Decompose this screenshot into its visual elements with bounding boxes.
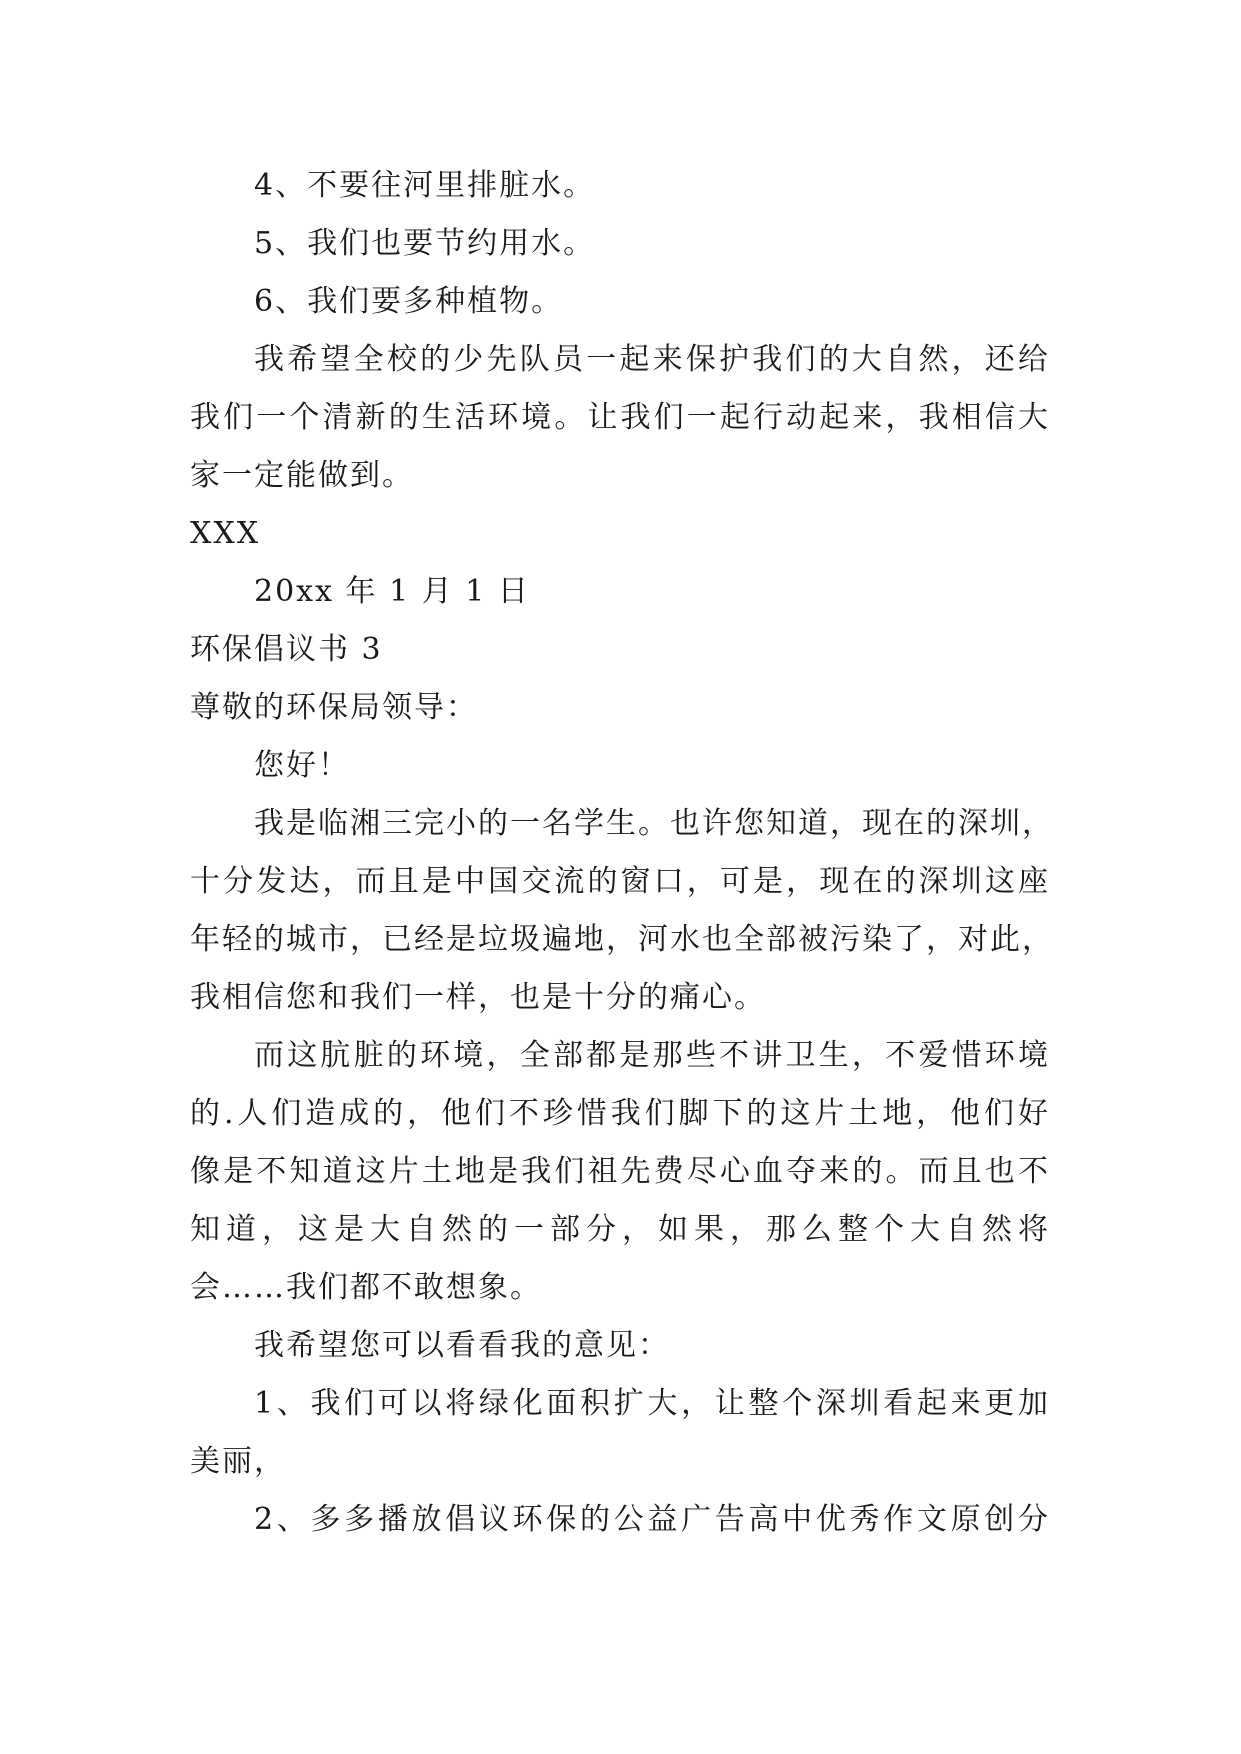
paragraph-line: 像是不知道这片土地是我们祖先费尽心血夺来的。而且也不	[190, 1154, 1050, 1189]
paragraph-line: 家一定能做到。	[190, 458, 414, 493]
list-item-5: 5、我们也要节约用水。	[254, 226, 596, 261]
paragraph-line: 年轻的城市，已经是垃圾遍地，河水也全部被污染了，对此，	[190, 922, 1054, 957]
paragraph-line: 的.人们造成的，他们不珍惜我们脚下的这片土地，他们好	[190, 1096, 1050, 1131]
list-item-1: 1、我们可以将绿化面积扩大，让整个深圳看起来更加	[254, 1386, 1050, 1421]
paragraph-line: 而这肮脏的环境，全部都是那些不讲卫生，不爱惜环境	[254, 1038, 1050, 1073]
paragraph-line: 我们一个清新的生活环境。让我们一起行动起来，我相信大	[190, 400, 1050, 435]
paragraph-line: 我相信您和我们一样，也是十分的痛心。	[190, 980, 766, 1015]
section-title: 环保倡议书 3	[190, 632, 383, 667]
paragraph-line: 会……我们都不敢想象。	[190, 1270, 542, 1305]
paragraph-line: 我希望全校的少先队员一起来保护我们的大自然，还给	[254, 342, 1050, 377]
list-item-1-continued: 美丽，	[190, 1444, 286, 1479]
date: 20xx 年 1 月 1 日	[254, 574, 530, 609]
paragraph-line: 知道，这是大自然的一部分，如果，那么整个大自然将	[190, 1212, 1050, 1247]
paragraph-line: 十分发达，而且是中国交流的窗口，可是，现在的深圳这座	[190, 864, 1050, 899]
list-item-2: 2、多多播放倡议环保的公益广告高中优秀作文原创分	[254, 1502, 1050, 1537]
greeting: 您好！	[254, 748, 350, 783]
paragraph-line: 我希望您可以看看我的意见：	[254, 1328, 670, 1363]
paragraph-line: 我是临湘三完小的一名学生。也许您知道，现在的深圳，	[254, 806, 1054, 841]
list-item-6: 6、我们要多种植物。	[254, 284, 564, 319]
salutation: 尊敬的环保局领导：	[190, 690, 478, 725]
list-item-4: 4、不要往河里排脏水。	[254, 168, 596, 203]
signature: XXX	[190, 516, 261, 551]
